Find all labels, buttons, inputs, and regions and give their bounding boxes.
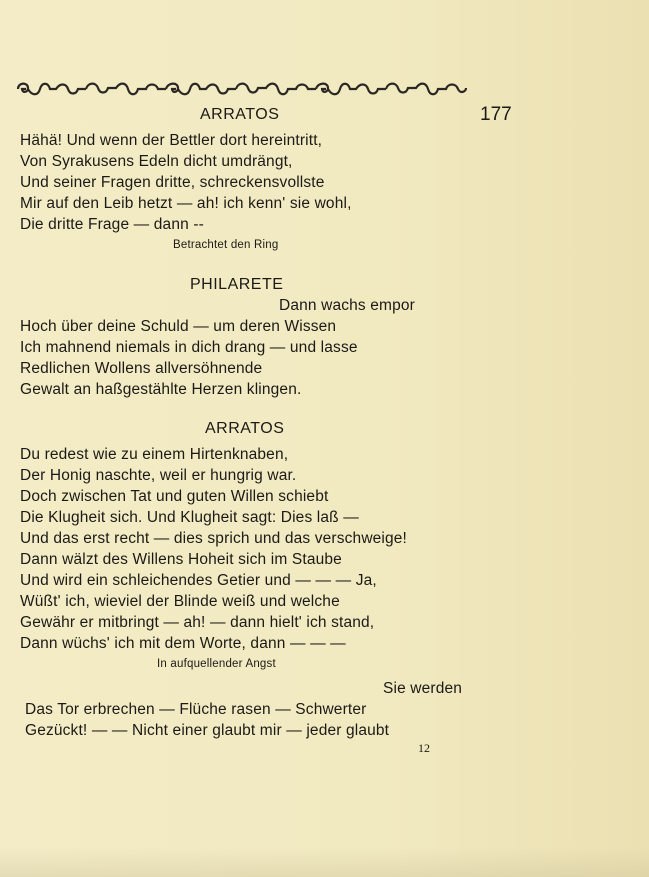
stage-direction: Betrachtet den Ring [173, 239, 279, 251]
verse-line: Der Honig naschte, weil er hungrig war. [20, 467, 297, 484]
stage-direction: In aufquellender Angst [157, 658, 276, 670]
verse-line: Redlichen Wollens allversöhnende [20, 360, 263, 377]
speaker-heading: PHILARETE [190, 276, 284, 293]
verse-line: Und das erst recht — dies sprich und das verschweige! [20, 530, 408, 547]
page-number: 177 [480, 104, 512, 125]
verse-line: Du redest wie zu einem Hirtenknaben, [20, 446, 289, 463]
verse-line: Ich mahnend niemals in dich drang — und lasse [20, 339, 358, 356]
verse-line: Dann wälzt des Willens Hoheit sich im Staube [20, 551, 342, 568]
verse-line: Mir auf den Leib hetzt — ah! ich kenn' sie wohl, [20, 195, 352, 212]
verse-line: Das Tor erbrechen — Flüche rasen — Schwerter [25, 701, 367, 718]
verse-line: Doch zwischen Tat und guten Willen schiebt [20, 488, 329, 505]
verse-line: Die dritte Frage — dann -- [20, 216, 204, 233]
verse-line: Von Syrakusens Edeln dicht umdrängt, [20, 153, 293, 170]
verse-line: Gezückt! — — Nicht einer glaubt mir — jeder glaubt [25, 722, 390, 739]
verse-line: Gewalt an haßgestählte Herzen klingen. [20, 381, 302, 398]
verse-line: Dann wachs empor [279, 297, 415, 314]
verse-line: Sie werden [383, 680, 463, 697]
speaker-heading: ARRATOS [200, 106, 280, 123]
meander-ornament-icon [16, 80, 468, 98]
verse-line: Wüßt' ich, wieviel der Blinde weiß und welche [20, 593, 340, 610]
page-edge-shade [0, 847, 649, 877]
signature-mark: 12 [418, 741, 430, 755]
speaker-heading: ARRATOS [205, 420, 285, 437]
verse-line: Die Klugheit sich. Und Klugheit sagt: Dies laß — [20, 509, 359, 526]
verse-line: Hähä! Und wenn der Bettler dort hereintritt, [20, 132, 323, 149]
verse-line: Und seiner Fragen dritte, schreckensvollste [20, 174, 325, 191]
verse-line: Hoch über deine Schuld — um deren Wissen [20, 318, 337, 335]
verse-line: Gewähr er mitbringt — ah! — dann hielt' ich stand, [20, 614, 375, 631]
verse-line: Und wird ein schleichendes Getier und — — — Ja, [20, 572, 377, 589]
verse-line: Dann wüchs' ich mit dem Worte, dann — — — [20, 635, 346, 652]
